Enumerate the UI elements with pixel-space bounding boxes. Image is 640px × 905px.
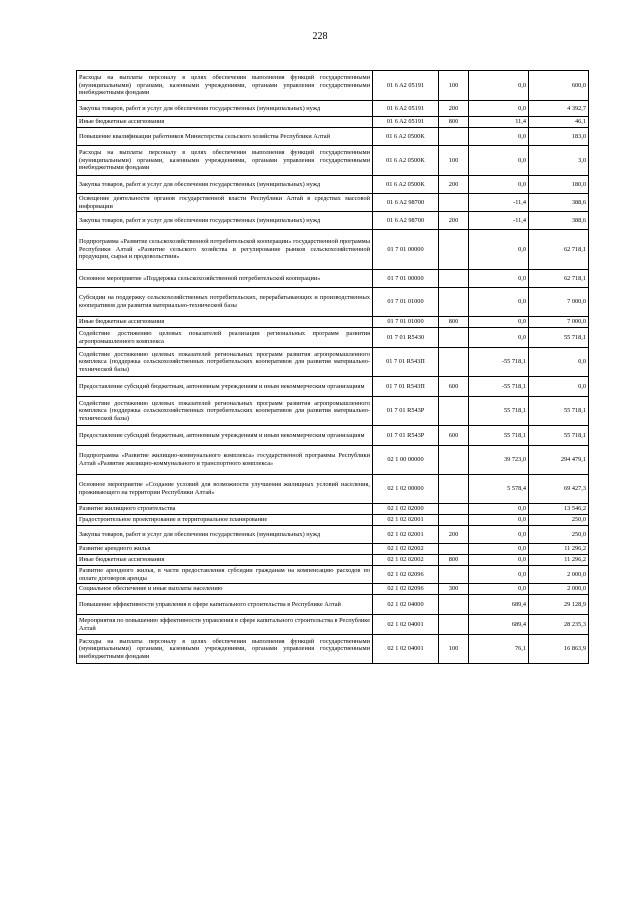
row-amount-total: 13 546,2 — [529, 504, 589, 515]
row-amount-total: 388,6 — [529, 212, 589, 230]
row-name: Закупка товаров, работ и услуг для обеспечения государственных (муниципальных) нужд — [77, 526, 373, 544]
row-name: Субсидии на поддержку сельскохозяйственных потребительских, перерабатывающих и производственных кооперативов для развития материально-технической базы — [77, 288, 373, 317]
row-code: 01 7 01 01000 — [373, 288, 439, 317]
table-row — [77, 270, 589, 288]
row-amount-change: 0,0 — [469, 317, 529, 328]
row-amount-total: 294 479,1 — [529, 446, 589, 475]
row-amount-change: 0,0 — [469, 584, 529, 595]
row-amount-change: 0,0 — [469, 288, 529, 317]
row-code: 02 1 02 02001 — [373, 526, 439, 544]
table-row — [77, 176, 589, 194]
row-amount-change: 76,1 — [469, 635, 529, 664]
row-expense-type — [439, 288, 469, 317]
table-row — [77, 317, 589, 328]
row-amount-total: 55 718,1 — [529, 397, 589, 426]
row-amount-change: 0,0 — [469, 128, 529, 146]
table-row — [77, 194, 589, 212]
table-row — [77, 328, 589, 348]
row-expense-type: 300 — [439, 584, 469, 595]
row-name: Предоставление субсидий бюджетным, автономным учреждениям и иным некоммерческим организациям — [77, 377, 373, 397]
row-expense-type — [439, 595, 469, 615]
row-amount-total: 69 427,3 — [529, 475, 589, 504]
row-name: Содействие достижению целевых показателей региональных программ развития агропромышленного комплекса (поддержка сельскохозяйственных потребительских кооперативов для развития материально-технической базы) — [77, 397, 373, 426]
row-amount-total: 28 235,3 — [529, 615, 589, 635]
row-expense-type: 800 — [439, 117, 469, 128]
row-code: 01 6 A2 0500K — [373, 128, 439, 146]
row-name: Закупка товаров, работ и услуг для обеспечения государственных (муниципальных) нужд — [77, 212, 373, 230]
table-row — [77, 377, 589, 397]
row-name: Расходы на выплаты персоналу в целях обеспечения выполнения функций государственными (муниципальными) органами, казенными учреждениями, органами управления государственными внебюджетными фондами — [77, 635, 373, 664]
row-name: Мероприятия по повышению эффективности управления в сфере капитального строительства в Республике Алтай — [77, 615, 373, 635]
row-amount-total: 7 000,0 — [529, 317, 589, 328]
row-amount-total: 29 128,9 — [529, 595, 589, 615]
table-row — [77, 544, 589, 555]
row-expense-type: 200 — [439, 176, 469, 194]
row-amount-total: 2 000,0 — [529, 566, 589, 584]
row-expense-type: 800 — [439, 317, 469, 328]
row-amount-change: 689,4 — [469, 595, 529, 615]
row-name: Развитие арендного жилья, в части предоставления субсидии гражданам на компенсацию расходов по оплате договоров аренды — [77, 566, 373, 584]
row-name: Предоставление субсидий бюджетным, автономным учреждениям и иным некоммерческим организациям — [77, 426, 373, 446]
row-expense-type — [439, 544, 469, 555]
row-expense-type: 100 — [439, 71, 469, 101]
row-expense-type — [439, 128, 469, 146]
row-code: 02 1 02 02096 — [373, 566, 439, 584]
row-amount-total: 183,0 — [529, 128, 589, 146]
row-code: 01 7 01 00000 — [373, 270, 439, 288]
table-row — [77, 475, 589, 504]
row-expense-type: 100 — [439, 635, 469, 664]
row-code: 01 7 01 R543P — [373, 426, 439, 446]
row-code: 02 1 02 00000 — [373, 475, 439, 504]
row-amount-total: 3,0 — [529, 146, 589, 176]
row-amount-total: 180,0 — [529, 176, 589, 194]
row-expense-type — [439, 615, 469, 635]
table-row — [77, 584, 589, 595]
table-row — [77, 635, 589, 664]
table-row — [77, 71, 589, 101]
row-name: Развитие арендного жилья — [77, 544, 373, 555]
row-code: 02 1 02 02000 — [373, 504, 439, 515]
row-name: Развитие жилищного строительства — [77, 504, 373, 515]
row-amount-change: 0,0 — [469, 526, 529, 544]
table-row — [77, 128, 589, 146]
row-amount-total: 62 718,1 — [529, 270, 589, 288]
row-amount-total: 250,0 — [529, 515, 589, 526]
row-name: Расходы на выплаты персоналу в целях обеспечения выполнения функций государственными (муниципальными) органами, казенными учреждениями, органами управления государственными внебюджетными фондами — [77, 71, 373, 101]
row-amount-total: 62 718,1 — [529, 230, 589, 270]
row-code: 02 1 00 00000 — [373, 446, 439, 475]
page-number: 228 — [312, 31, 328, 42]
table-row — [77, 555, 589, 566]
row-amount-change: 0,0 — [469, 555, 529, 566]
row-expense-type — [439, 397, 469, 426]
row-code: 01 6 A2 0500K — [373, 146, 439, 176]
row-name: Основное мероприятие «Создание условий для возможности улучшения жилищных условий населения, проживающего на территории Республики Алтай» — [77, 475, 373, 504]
row-amount-total: 11 296,2 — [529, 544, 589, 555]
row-expense-type — [439, 270, 469, 288]
row-amount-total: 600,0 — [529, 71, 589, 101]
row-expense-type — [439, 446, 469, 475]
row-expense-type — [439, 566, 469, 584]
row-amount-total: 55 718,1 — [529, 426, 589, 446]
row-expense-type — [439, 475, 469, 504]
row-amount-change: 0,0 — [469, 270, 529, 288]
row-expense-type: 600 — [439, 377, 469, 397]
budget-table — [76, 70, 589, 664]
row-expense-type — [439, 348, 469, 377]
row-code: 01 6 A2 98700 — [373, 194, 439, 212]
row-amount-change: 39 723,0 — [469, 446, 529, 475]
row-expense-type: 100 — [439, 146, 469, 176]
row-expense-type — [439, 230, 469, 270]
row-amount-total: 11 296,2 — [529, 555, 589, 566]
row-amount-change: 5 578,4 — [469, 475, 529, 504]
row-code: 01 6 A2 0500K — [373, 176, 439, 194]
row-code: 02 1 02 02002 — [373, 544, 439, 555]
row-expense-type: 200 — [439, 526, 469, 544]
table-row — [77, 446, 589, 475]
row-expense-type: 200 — [439, 212, 469, 230]
row-amount-total: 4 392,7 — [529, 101, 589, 117]
row-expense-type: 200 — [439, 101, 469, 117]
row-code: 01 7 01 R543П — [373, 377, 439, 397]
row-code: 02 1 02 04001 — [373, 615, 439, 635]
row-amount-total: 46,1 — [529, 117, 589, 128]
row-name: Содействие достижению целевых показателей реализации региональных программ развития агропромышленного комплекса — [77, 328, 373, 348]
row-name: Закупка товаров, работ и услуг для обеспечения государственных (муниципальных) нужд — [77, 101, 373, 117]
table-row — [77, 426, 589, 446]
table-row — [77, 101, 589, 117]
row-amount-change: 0,0 — [469, 515, 529, 526]
row-amount-change: 0,0 — [469, 566, 529, 584]
row-name: Закупка товаров, работ и услуг для обеспечения государственных (муниципальных) нужд — [77, 176, 373, 194]
row-amount-change: 0,0 — [469, 230, 529, 270]
table-row — [77, 348, 589, 377]
table-row — [77, 288, 589, 317]
row-name: Подпрограмма «Развитие жилищно-коммунального комплекса» государственной программы Республики Алтай «Развитие жилищно-коммунального и транспортного комплекса» — [77, 446, 373, 475]
row-code: 02 1 02 04001 — [373, 635, 439, 664]
row-name: Иные бюджетные ассигнования — [77, 555, 373, 566]
row-code: 02 1 02 02096 — [373, 584, 439, 595]
row-code: 01 7 01 01000 — [373, 317, 439, 328]
row-amount-change: 0,0 — [469, 328, 529, 348]
table-row — [77, 397, 589, 426]
row-code: 02 1 02 02001 — [373, 515, 439, 526]
row-name: Повышение эффективности управления в сфере капитального строительства в Республике Алтай — [77, 595, 373, 615]
table-row — [77, 212, 589, 230]
table-row — [77, 230, 589, 270]
row-amount-change: 0,0 — [469, 146, 529, 176]
row-amount-change: 0,0 — [469, 504, 529, 515]
row-expense-type — [439, 194, 469, 212]
row-amount-change: 0,0 — [469, 101, 529, 117]
row-name: Освещение деятельности органов государственной власти Республики Алтай в средствах массовой информации — [77, 194, 373, 212]
row-expense-type: 600 — [439, 426, 469, 446]
row-amount-total: 2 000,0 — [529, 584, 589, 595]
row-name: Градостроительное проектирование и территориальное планирование — [77, 515, 373, 526]
row-name: Повышение квалификации работников Министерства сельского хозяйства Республики Алтай — [77, 128, 373, 146]
table-row — [77, 615, 589, 635]
row-expense-type: 800 — [439, 555, 469, 566]
row-amount-change: -11,4 — [469, 212, 529, 230]
row-expense-type — [439, 328, 469, 348]
row-name: Иные бюджетные ассигнования — [77, 117, 373, 128]
row-code: 01 7 01 00000 — [373, 230, 439, 270]
row-amount-total: 16 863,9 — [529, 635, 589, 664]
row-amount-total: 55 718,1 — [529, 328, 589, 348]
row-expense-type — [439, 515, 469, 526]
row-code: 01 7 01 R543П — [373, 348, 439, 377]
row-code: 02 1 02 02002 — [373, 555, 439, 566]
table-body — [77, 71, 589, 664]
row-code: 01 6 A2 05191 — [373, 71, 439, 101]
table-row — [77, 566, 589, 584]
row-amount-total: 0,0 — [529, 377, 589, 397]
row-name: Иные бюджетные ассигнования — [77, 317, 373, 328]
table-row — [77, 504, 589, 515]
row-amount-change: 55 718,1 — [469, 426, 529, 446]
row-amount-total: 388,6 — [529, 194, 589, 212]
row-amount-change: 0,0 — [469, 71, 529, 101]
row-amount-change: 11,4 — [469, 117, 529, 128]
table-row — [77, 146, 589, 176]
row-code: 01 7 01 R543P — [373, 397, 439, 426]
row-name: Содействие достижению целевых показателей региональных программ развития агропромышленного комплекса (поддержка сельскохозяйственных потребительских кооперативов для развития материально-технической базы) — [77, 348, 373, 377]
row-code: 01 7 01 R5430 — [373, 328, 439, 348]
row-code: 01 6 A2 05191 — [373, 101, 439, 117]
row-code: 01 6 A2 98700 — [373, 212, 439, 230]
row-name: Основное мероприятие «Поддержка сельскохозяйственной потребительской кооперации» — [77, 270, 373, 288]
row-amount-change: 0,0 — [469, 176, 529, 194]
row-amount-total: 7 000,0 — [529, 288, 589, 317]
row-amount-change: 0,0 — [469, 544, 529, 555]
row-amount-total: 250,0 — [529, 526, 589, 544]
row-amount-change: -11,4 — [469, 194, 529, 212]
row-code: 01 6 A2 05191 — [373, 117, 439, 128]
table-row — [77, 515, 589, 526]
row-amount-change: 689,4 — [469, 615, 529, 635]
row-amount-change: -55 718,1 — [469, 377, 529, 397]
row-code: 02 1 02 04000 — [373, 595, 439, 615]
table-row — [77, 595, 589, 615]
row-amount-change: -55 718,1 — [469, 348, 529, 377]
table-row — [77, 117, 589, 128]
table-row — [77, 526, 589, 544]
row-amount-total: 0,0 — [529, 348, 589, 377]
row-name: Расходы на выплаты персоналу в целях обеспечения выполнения функций государственными (муниципальными) органами, казенными учреждениями, органами управления государственными внебюджетными фондами — [77, 146, 373, 176]
row-amount-change: 55 718,1 — [469, 397, 529, 426]
row-name: Социальное обеспечение и иные выплаты населению — [77, 584, 373, 595]
row-name: Подпрограмма «Развитие сельскохозяйственной потребительской кооперации» государственной программы Республики Алтай «Развитие сельского хозяйства и регулирование рынков сельскохозяйственной продукции, сырья и продовольствия» — [77, 230, 373, 270]
row-expense-type — [439, 504, 469, 515]
